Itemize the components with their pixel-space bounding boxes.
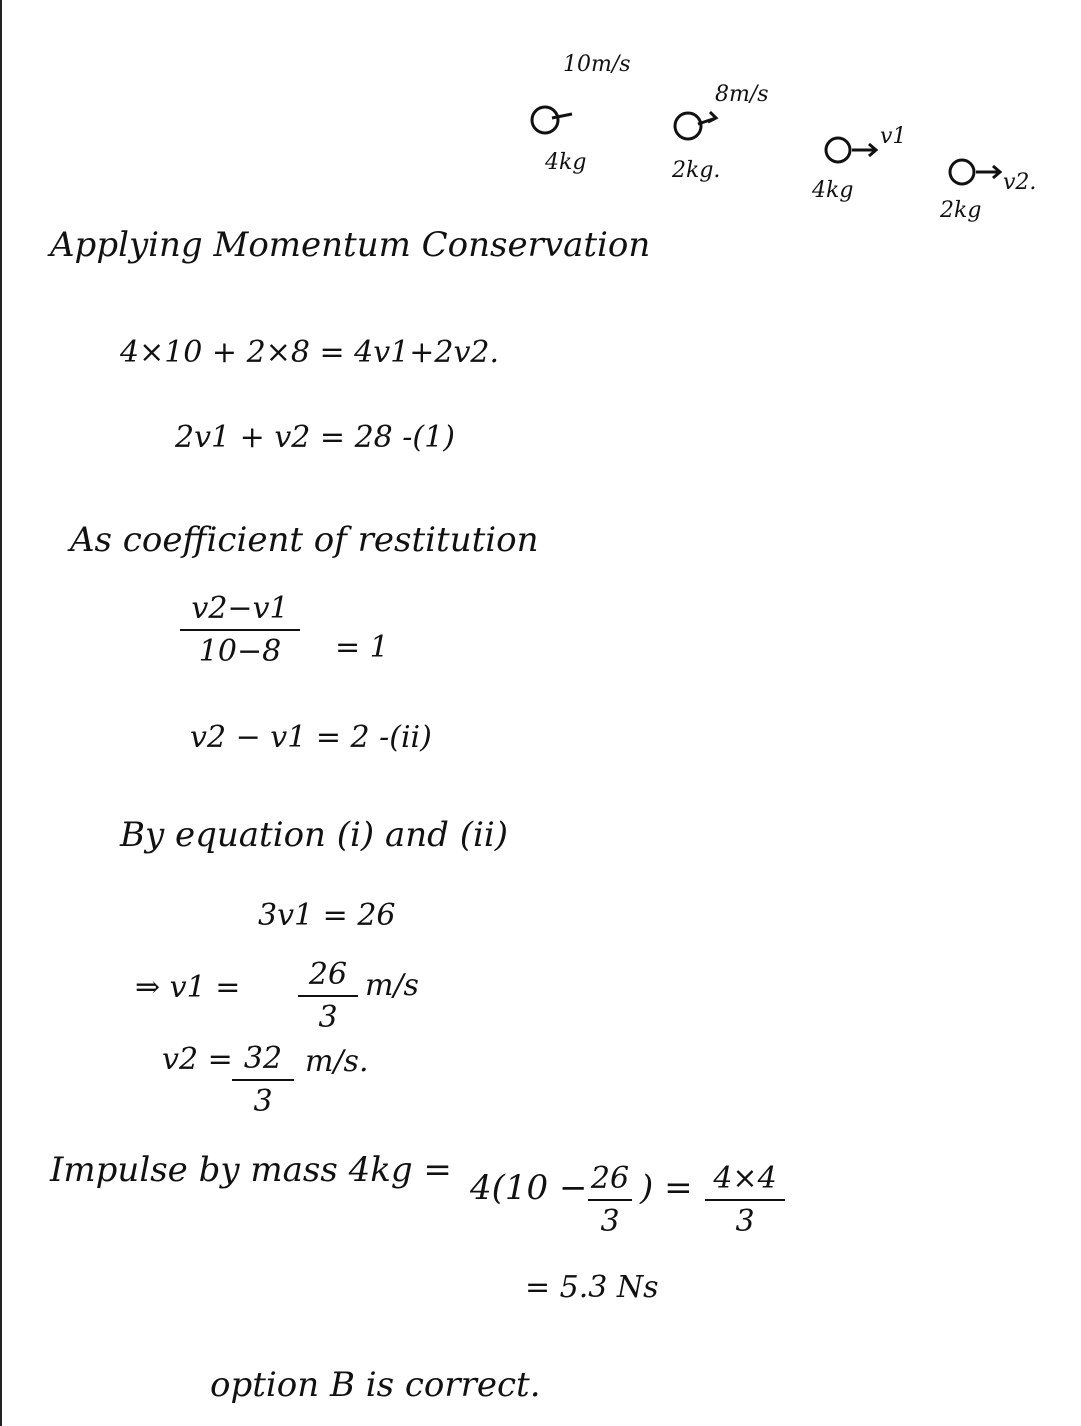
equation-3v1: 3v1 = 26 <box>258 898 396 933</box>
ball-a-velocity: 10m/s <box>563 52 631 77</box>
equation-momentum: 4×10 + 2×8 = 4v1+2v2. <box>120 335 500 370</box>
ball-c-shape <box>826 138 850 162</box>
ball-c-mass: 4kg <box>812 178 854 203</box>
impulse-inner-numerator: 26 <box>590 1161 630 1196</box>
restitution-fraction <box>180 592 300 668</box>
ball-a-arrow <box>552 114 572 118</box>
ball-b-mass: 2kg. <box>672 158 721 183</box>
ball-d-arrow <box>976 166 1000 178</box>
impulse-result-fraction <box>705 1162 785 1238</box>
ball-d-velocity: v2. <box>1003 170 1037 195</box>
v2-denominator: 3 <box>253 1084 273 1119</box>
fraction-bar <box>232 1079 294 1081</box>
v2-unit: m/s. <box>305 1044 369 1079</box>
by-equation-text: By equation (i) and (ii) <box>120 815 508 855</box>
fraction-bar <box>298 995 358 997</box>
v2-numerator: 32 <box>243 1041 283 1076</box>
impulse-expr-right: ) = <box>640 1168 693 1208</box>
v1-fraction <box>298 958 358 1034</box>
v1-unit: m/s <box>365 968 419 1003</box>
conclusion-text: option B is correct. <box>210 1365 541 1405</box>
collision-diagram <box>0 0 1081 260</box>
ball-d-mass: 2kg <box>940 198 982 223</box>
restitution-rhs: = 1 <box>335 630 389 665</box>
fraction-bar <box>180 629 300 631</box>
v1-denominator: 3 <box>318 1000 338 1035</box>
impulse-label: Impulse by mass 4kg = <box>50 1150 452 1190</box>
ball-c-velocity: v1 <box>880 124 907 149</box>
ball-b-arrow <box>698 112 716 124</box>
v1-prefix: ⇒ v1 = <box>135 970 241 1005</box>
ball-a-mass: 4kg <box>545 150 587 175</box>
impulse-value: = 5.3 Ns <box>525 1270 659 1305</box>
ball-b-shape <box>675 113 701 139</box>
equation-1: 2v1 + v2 = 28 -(1) <box>175 420 455 455</box>
impulse-result-numerator: 4×4 <box>713 1161 777 1196</box>
impulse-result-denominator: 3 <box>735 1204 755 1239</box>
impulse-inner-fraction <box>588 1162 632 1238</box>
ball-a-shape <box>532 107 558 133</box>
impulse-expr-left: 4(10 − <box>470 1168 588 1208</box>
v2-prefix: v2 = <box>162 1042 233 1077</box>
v2-fraction <box>232 1042 294 1118</box>
ball-d-shape <box>950 160 974 184</box>
restitution-numerator: v2−v1 <box>191 591 289 626</box>
fraction-bar <box>705 1199 785 1201</box>
heading-momentum-conservation: Applying Momentum Conservation <box>50 225 651 265</box>
fraction-bar <box>588 1199 632 1201</box>
ball-c-arrow <box>852 144 876 156</box>
v1-numerator: 26 <box>308 957 348 992</box>
restitution-denominator: 10−8 <box>198 634 282 669</box>
ball-b-velocity: 8m/s <box>715 82 769 107</box>
heading-restitution: As coefficient of restitution <box>70 520 539 560</box>
impulse-inner-denominator: 3 <box>600 1204 620 1239</box>
equation-2: v2 − v1 = 2 -(ii) <box>190 720 432 755</box>
